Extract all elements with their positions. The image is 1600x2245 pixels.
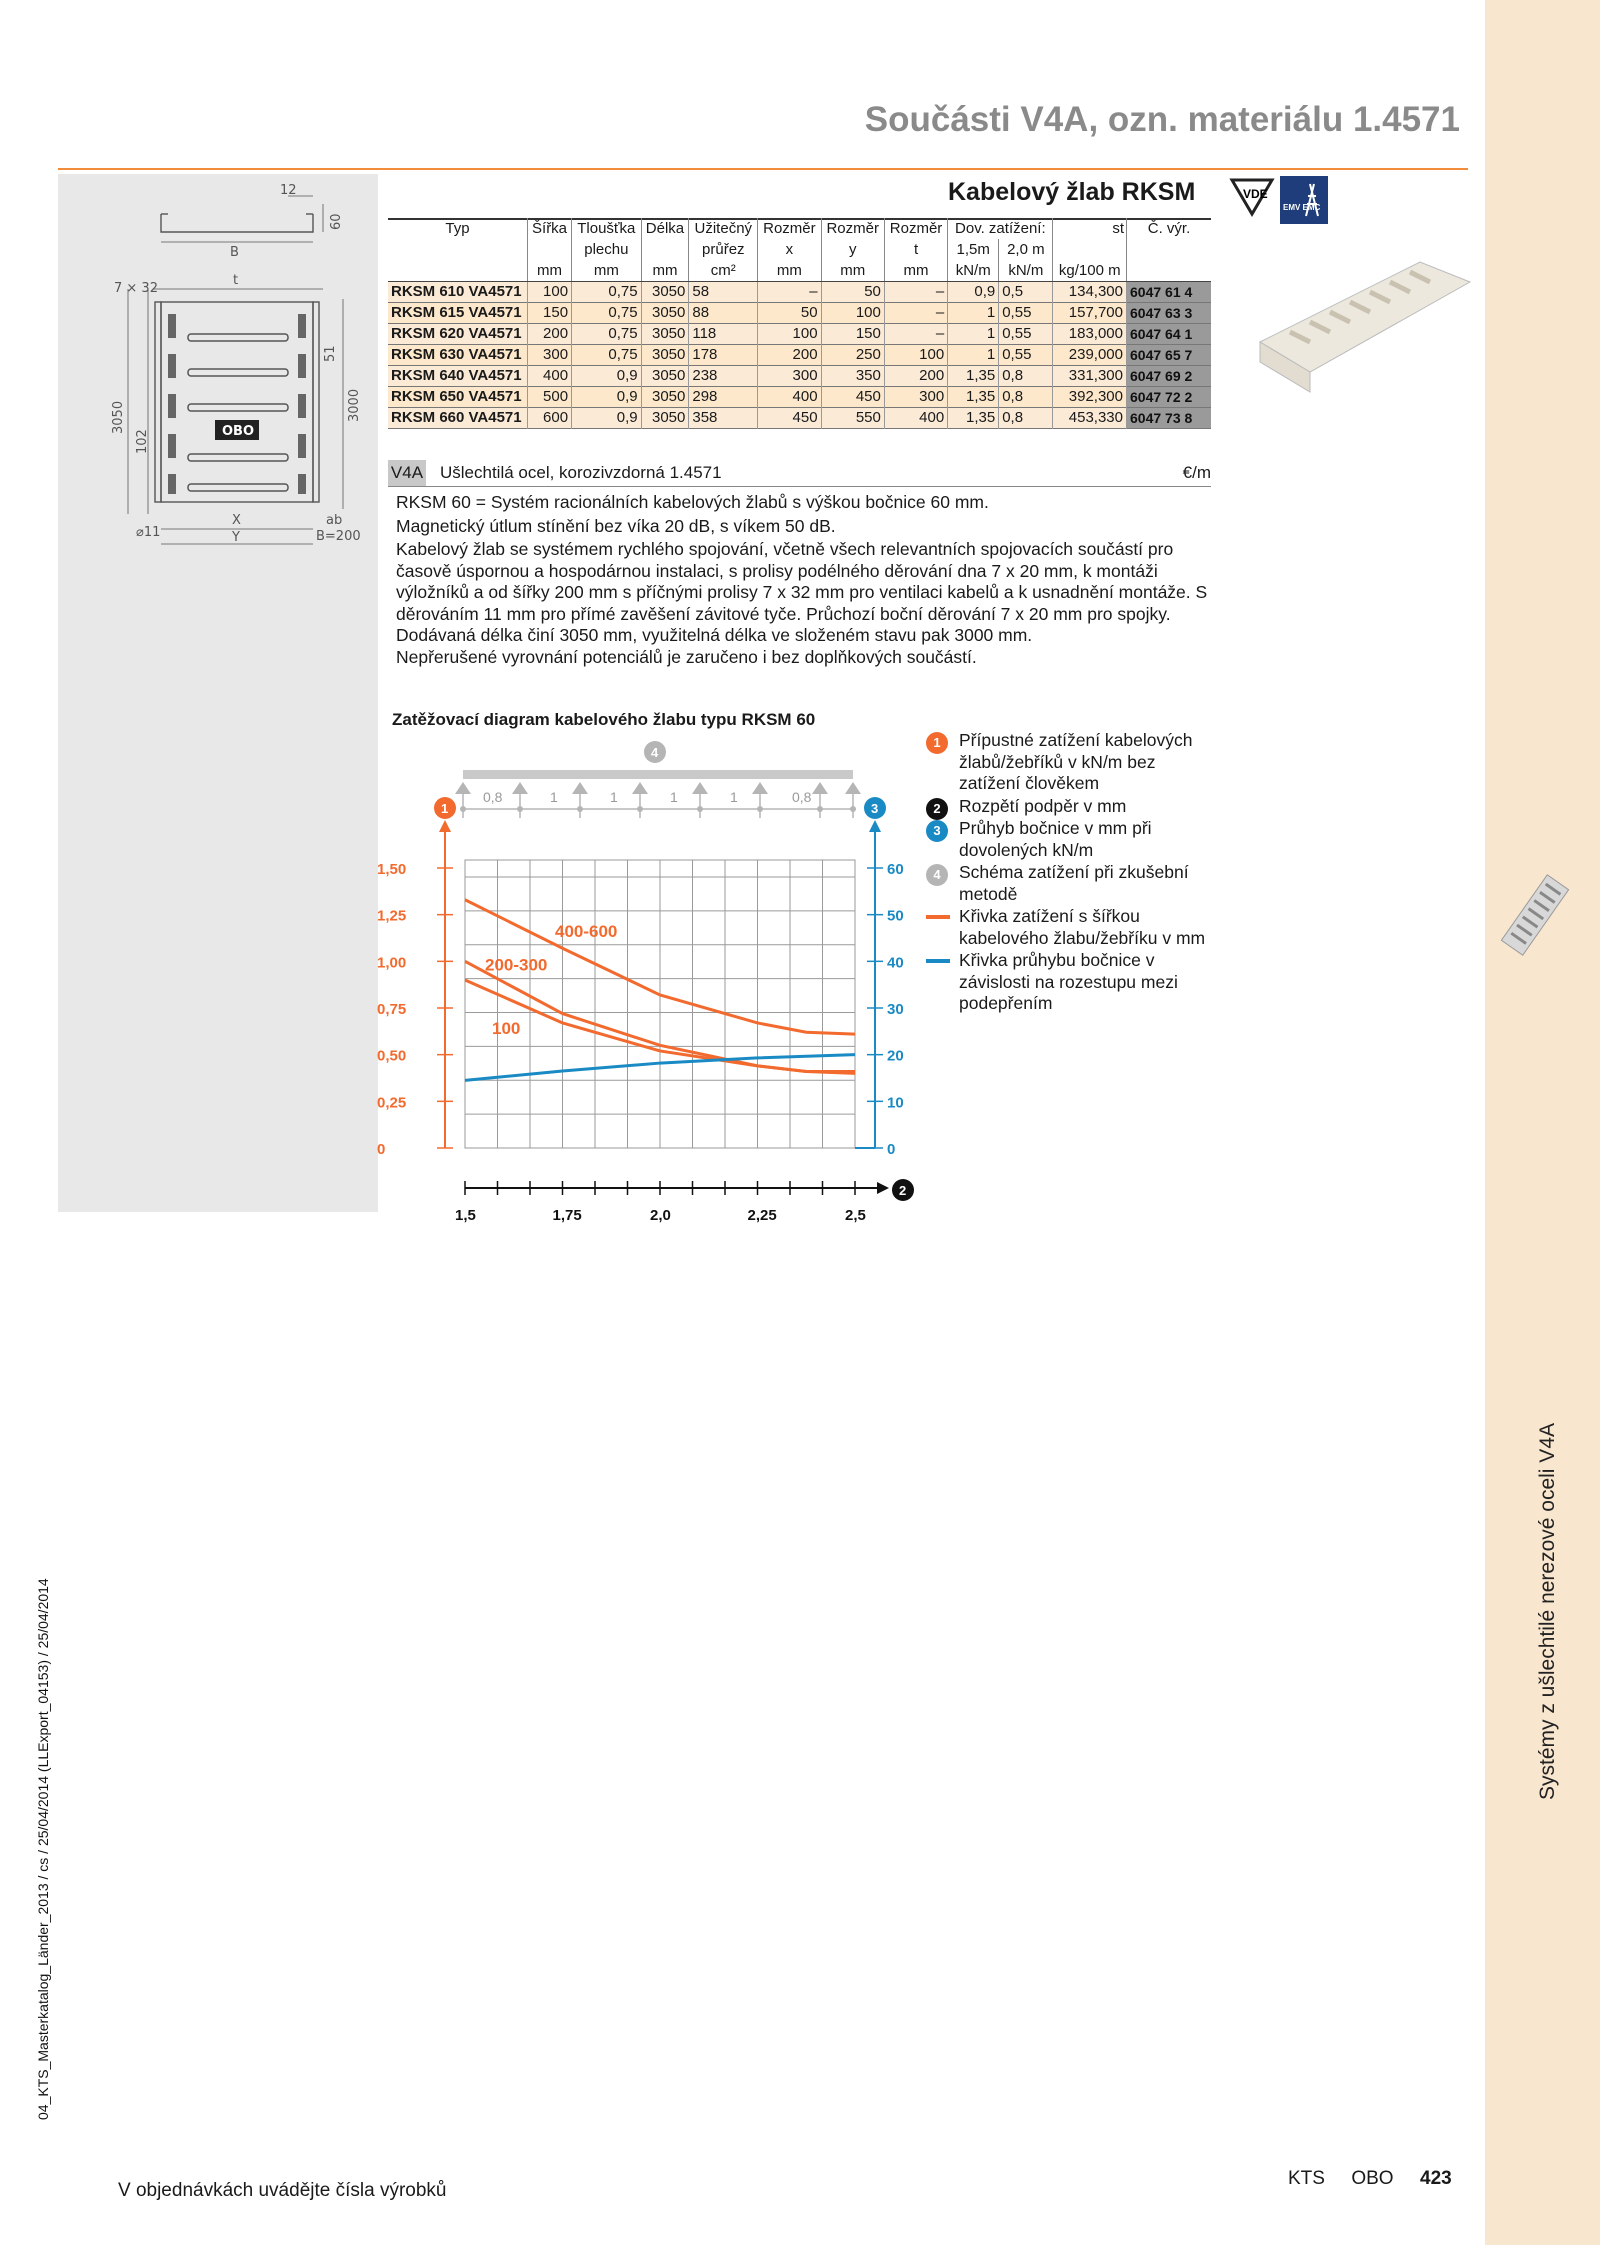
footer-obo: OBO <box>1351 2168 1394 2189</box>
table-row <box>388 366 1211 387</box>
x-tick-label: 2,0 <box>650 1207 671 1224</box>
svg-text:EMV EMC: EMV EMC <box>1283 203 1321 212</box>
page-number: 423 <box>1420 2168 1452 2189</box>
emc-mark-icon <box>1280 176 1328 224</box>
title-rule <box>58 168 1468 170</box>
svg-text:12: 12 <box>280 183 297 198</box>
cell-x: – <box>758 282 821 303</box>
svg-text:B=200: B=200 <box>316 529 361 544</box>
col-delka: Délka <box>641 218 689 239</box>
footer-note: V objednávkách uvádějte čísla výrobků <box>118 2180 447 2201</box>
table-row <box>388 282 1211 303</box>
legend-item <box>924 818 1214 861</box>
support-triangle <box>752 782 768 794</box>
cell-z15: 0,9 <box>948 282 999 303</box>
cell-st: 157,700 <box>1053 303 1127 324</box>
cell-z15: 1,35 <box>948 408 999 429</box>
cell-x: 200 <box>758 345 821 366</box>
cell-delka: 3050 <box>641 387 689 408</box>
cell-tl: 0,9 <box>572 408 642 429</box>
cell-t: – <box>884 282 947 303</box>
col-20m: 2,0 m <box>999 239 1053 260</box>
unit-tloustka: mm <box>572 260 642 282</box>
cell-sirka: 500 <box>528 387 572 408</box>
footer-kts: KTS <box>1288 2168 1325 2189</box>
y-right-tick-label: 0 <box>887 1141 896 1158</box>
svg-text:t: t <box>233 273 239 288</box>
legend-line-blue <box>926 959 950 963</box>
page-title: Součásti V4A, ozn. materiálu 1.4571 <box>864 100 1460 139</box>
curve-label: 100 <box>492 1019 521 1039</box>
load-diagram-chart <box>377 728 910 1228</box>
y-left-tick-label: 0 <box>377 1141 386 1158</box>
cell-st: 453,330 <box>1053 408 1127 429</box>
cell-st: 331,300 <box>1053 366 1127 387</box>
cell-y: 250 <box>821 345 884 366</box>
cell-y: 450 <box>821 387 884 408</box>
x-tick-label: 2,5 <box>845 1207 866 1224</box>
cell-pr: 58 <box>689 282 758 303</box>
table-row <box>388 387 1211 408</box>
cell-pr: 358 <box>689 408 758 429</box>
y-left-tick-label: 1,00 <box>377 954 407 972</box>
cell-delka: 3050 <box>641 303 689 324</box>
unit-x: mm <box>758 260 821 282</box>
cell-z20: 0,55 <box>999 324 1053 345</box>
cell-pr: 298 <box>689 387 758 408</box>
table-row <box>388 303 1211 324</box>
legend-badge-2: 2 <box>926 798 948 820</box>
cell-tl: 0,9 <box>572 387 642 408</box>
cell-x: 100 <box>758 324 821 345</box>
support-triangle <box>692 782 708 794</box>
x-tick-label: 1,75 <box>552 1207 582 1224</box>
cell-x: 450 <box>758 408 821 429</box>
col-dov: Dov. zatížení: <box>948 218 1053 239</box>
cell-typ: RKSM 615 VA4571 <box>391 304 522 321</box>
col-tloustka: Tloušťka <box>572 218 642 239</box>
legend-item <box>924 906 1214 949</box>
cell-sirka: 200 <box>528 324 572 345</box>
svg-text:7 × 32: 7 × 32 <box>114 281 158 296</box>
spacing-label: 1 <box>550 789 558 805</box>
axis-badge-4-text: 4 <box>651 745 659 760</box>
cell-y: 50 <box>821 282 884 303</box>
cell-z15: 1 <box>948 303 999 324</box>
cell-pr: 238 <box>689 366 758 387</box>
spacing-label: 1 <box>610 789 618 805</box>
cell-t: – <box>884 324 947 345</box>
svg-text:X: X <box>232 513 241 528</box>
spacing-label: 1 <box>670 789 678 805</box>
curve-label: 400-600 <box>555 922 618 942</box>
cell-z20: 0,5 <box>999 282 1053 303</box>
cell-z20: 0,55 <box>999 345 1053 366</box>
description-line: Nepřerušené vyrovnání potenciálů je zaručeno i bez doplňkových součástí. <box>396 646 977 667</box>
material-text: Ušlechtilá ocel, korozivzdorná 1.4571 <box>440 463 722 482</box>
description-line: RKSM 60 = Systém racionálních kabelových žlabů s výškou bočnice 60 mm. <box>396 492 989 512</box>
col-t: Rozměr <box>884 218 947 239</box>
cell-nr: 6047 69 2 <box>1127 366 1212 387</box>
col-x-2: x <box>758 239 821 260</box>
support-triangle <box>845 782 861 794</box>
table-row <box>388 408 1211 429</box>
cell-typ: RKSM 610 VA4571 <box>391 283 522 300</box>
cell-y: 550 <box>821 408 884 429</box>
cell-y: 100 <box>821 303 884 324</box>
spacing-label: 1 <box>730 789 738 805</box>
y-left-tick-label: 1,25 <box>377 907 407 925</box>
cell-typ: RKSM 620 VA4571 <box>391 325 522 342</box>
legend-badge-4: 4 <box>926 864 948 886</box>
cell-y: 350 <box>821 366 884 387</box>
legend-text: Schéma zatížení při zkušební metodě <box>959 862 1189 904</box>
svg-text:VDE: VDE <box>1243 187 1268 201</box>
cell-z15: 1,35 <box>948 387 999 408</box>
side-product-thumbnail <box>1500 870 1570 960</box>
cell-sirka: 300 <box>528 345 572 366</box>
col-uzitecny-2: průřez <box>689 239 758 260</box>
cell-st: 239,000 <box>1053 345 1127 366</box>
y-right-tick-label: 20 <box>887 1047 904 1065</box>
cell-x: 50 <box>758 303 821 324</box>
cell-st: 392,300 <box>1053 387 1127 408</box>
col-typ: Typ <box>445 220 470 237</box>
load-beam <box>463 770 853 779</box>
col-uzitecny: Užitečný <box>689 218 758 239</box>
cell-y: 150 <box>821 324 884 345</box>
description-line: Dodávaná délka činí 3050 mm, využitelná délka ve složeném stavu pak 3000 mm. <box>396 625 1033 645</box>
legend-text: Rozpětí podpěr v mm <box>959 795 1127 816</box>
cell-delka: 3050 <box>641 324 689 345</box>
col-tloustka-2: plechu <box>572 239 642 260</box>
y-right-tick-label: 50 <box>887 907 904 925</box>
svg-text:OBO: OBO <box>222 424 255 439</box>
x-tick-label: 1,5 <box>455 1207 476 1224</box>
col-y: Rozměr <box>821 218 884 239</box>
cell-tl: 0,9 <box>572 366 642 387</box>
print-imprint: 04_KTS_Masterkatalog_Länder_2013 / cs / 25/04/2014 (LLExport_04153) / 25/04/2014 <box>35 1578 51 2120</box>
cell-st: 183,000 <box>1053 324 1127 345</box>
cell-delka: 3050 <box>641 366 689 387</box>
cell-typ: RKSM 640 VA4571 <box>391 367 522 384</box>
cell-typ: RKSM 630 VA4571 <box>391 346 522 363</box>
legend-text: Křivka zatížení s šířkou kabelového žlabu/žebříku v mm <box>959 906 1206 948</box>
support-triangle <box>455 782 471 794</box>
cell-t: 300 <box>884 387 947 408</box>
y-left-tick-label: 0,25 <box>377 1094 407 1112</box>
col-15m: 1,5m <box>948 239 999 260</box>
unit-15m: kN/m <box>948 260 999 282</box>
y-left-tick-label: 1,50 <box>377 861 407 878</box>
vde-mark-icon <box>1228 176 1276 218</box>
cell-sirka: 600 <box>528 408 572 429</box>
support-triangle <box>812 782 828 794</box>
cell-t: 100 <box>884 345 947 366</box>
curve-label: 200-300 <box>485 955 548 975</box>
cell-z20: 0,8 <box>999 408 1053 429</box>
cell-st: 134,300 <box>1053 282 1127 303</box>
cell-t: 400 <box>884 408 947 429</box>
cell-nr: 6047 72 2 <box>1127 387 1212 408</box>
legend-text: Přípustné zatížení kabelových žlabů/žebříků v kN/m bez zatížení člověkem <box>959 730 1193 793</box>
diagram-legend <box>924 730 1214 1016</box>
unit-st: kg/100 m <box>1053 260 1127 282</box>
legend-badge-3: 3 <box>926 820 948 842</box>
svg-text:60: 60 <box>329 213 344 230</box>
cell-pr: 178 <box>689 345 758 366</box>
cell-t: – <box>884 303 947 324</box>
support-triangle <box>572 782 588 794</box>
cell-t: 200 <box>884 366 947 387</box>
cell-tl: 0,75 <box>572 282 642 303</box>
legend-text: Křivka průhybu bočnice v závislosti na rozestupu mezi podepřením <box>959 950 1178 1013</box>
svg-text:B: B <box>230 245 239 260</box>
cell-nr: 6047 65 7 <box>1127 345 1212 366</box>
col-t-2: t <box>884 239 947 260</box>
cell-pr: 88 <box>689 303 758 324</box>
description-line: Kabelový žlab se systémem rychlého spojování, včetně všech relevantních spojovacích součástí pro časově úspornou a hospodárnou instalaci, s prolisy podélného děrování dna 7 x 20 mm, k montáži výložníků a od šířky 200 mm s příčnými prolisy 7 x 32 mm pro ventilaci kabelů a k usnadnění montáže. S děrováním 11 mm pro přímé zavěšení závitové tyče. Průchozí boční děrování 7 x 20 mm pro spojky. <box>396 539 1208 624</box>
cell-tl: 0,75 <box>572 324 642 345</box>
cell-tl: 0,75 <box>572 345 642 366</box>
svg-text:3050: 3050 <box>111 400 126 434</box>
x-axis-arrow <box>877 1182 889 1194</box>
legend-badge-1: 1 <box>926 732 948 754</box>
table-row <box>388 324 1211 345</box>
support-triangle <box>632 782 648 794</box>
cell-z15: 1,35 <box>948 366 999 387</box>
description <box>396 492 1211 670</box>
spacing-label: 0,8 <box>792 789 812 805</box>
col-cvyr: Č. výr. <box>1127 218 1212 239</box>
unit-20m: kN/m <box>999 260 1053 282</box>
legend-item <box>924 730 1214 795</box>
legend-item <box>924 862 1214 905</box>
cell-delka: 3050 <box>641 345 689 366</box>
spec-table <box>388 218 1211 429</box>
diagram-title: Zatěžovací diagram kabelového žlabu typu RKSM 60 <box>392 710 816 729</box>
cell-z20: 0,8 <box>999 387 1053 408</box>
cell-z20: 0,8 <box>999 366 1053 387</box>
svg-text:ab: ab <box>326 513 343 528</box>
legend-text: Průhyb bočnice v mm při dovolených kN/m <box>959 818 1152 860</box>
svg-text:3000: 3000 <box>347 388 362 422</box>
description-line: Magnetický útlum stínění bez víka 20 dB, s víkem 50 dB. <box>396 515 836 536</box>
unit-delka: mm <box>641 260 689 282</box>
cell-tl: 0,75 <box>572 303 642 324</box>
material-code: V4A <box>388 460 426 486</box>
col-x: Rozměr <box>758 218 821 239</box>
y-right-tick-label: 30 <box>887 1001 904 1018</box>
technical-drawing <box>58 174 378 554</box>
product-photo <box>1250 222 1475 412</box>
svg-text:102: 102 <box>135 429 150 454</box>
right-axis-arrow <box>869 820 881 832</box>
cell-delka: 3050 <box>641 408 689 429</box>
col-y-2: y <box>821 239 884 260</box>
unit-t: mm <box>884 260 947 282</box>
cell-nr: 6047 64 1 <box>1127 324 1212 345</box>
cell-delka: 3050 <box>641 282 689 303</box>
y-left-tick-label: 0,50 <box>377 1047 407 1065</box>
legend-line-orange <box>926 915 950 919</box>
cell-nr: 6047 61 4 <box>1127 282 1212 303</box>
svg-text:⌀11: ⌀11 <box>136 525 161 540</box>
cell-x: 300 <box>758 366 821 387</box>
unit-uzitecny: cm² <box>689 260 758 282</box>
cell-x: 400 <box>758 387 821 408</box>
drawing-panel <box>58 174 378 1212</box>
axis-badge-2-text: 2 <box>899 1183 907 1198</box>
product-title: Kabelový žlab RKSM <box>948 178 1196 206</box>
side-vertical-text: Systémy z ušlechtilé nerezové oceli V4A <box>1536 1422 1559 1800</box>
col-sirka: Šířka <box>528 218 572 239</box>
cell-nr: 6047 63 3 <box>1127 303 1212 324</box>
y-right-tick-label: 40 <box>887 954 904 972</box>
svg-text:51: 51 <box>323 345 338 362</box>
cell-z15: 1 <box>948 345 999 366</box>
left-axis-arrow <box>439 820 451 832</box>
x-tick-label: 2,25 <box>747 1207 777 1224</box>
cell-z20: 0,55 <box>999 303 1053 324</box>
legend-item <box>924 950 1214 1015</box>
y-right-tick-label: 10 <box>887 1094 904 1112</box>
cell-sirka: 100 <box>528 282 572 303</box>
col-st: st <box>1053 218 1127 239</box>
cell-z15: 1 <box>948 324 999 345</box>
axis-badge-3-text: 3 <box>871 801 879 816</box>
table-row <box>388 345 1211 366</box>
spacing-label: 0,8 <box>483 789 503 805</box>
cell-pr: 118 <box>689 324 758 345</box>
material-row <box>388 460 1211 487</box>
cell-typ: RKSM 660 VA4571 <box>391 409 522 426</box>
y-left-tick-label: 0,75 <box>377 1001 407 1018</box>
cell-typ: RKSM 650 VA4571 <box>391 388 522 405</box>
cell-sirka: 400 <box>528 366 572 387</box>
cell-nr: 6047 73 8 <box>1127 408 1212 429</box>
legend-item <box>924 796 1214 818</box>
cell-sirka: 150 <box>528 303 572 324</box>
axis-badge-1-text: 1 <box>441 801 449 816</box>
support-triangle <box>512 782 528 794</box>
y-right-tick-label: 60 <box>887 861 904 878</box>
price-unit: €/m <box>1182 463 1211 482</box>
svg-text:Y: Y <box>232 530 240 545</box>
unit-sirka: mm <box>528 260 572 282</box>
unit-y: mm <box>821 260 884 282</box>
footer-brand <box>1288 2168 1452 2190</box>
